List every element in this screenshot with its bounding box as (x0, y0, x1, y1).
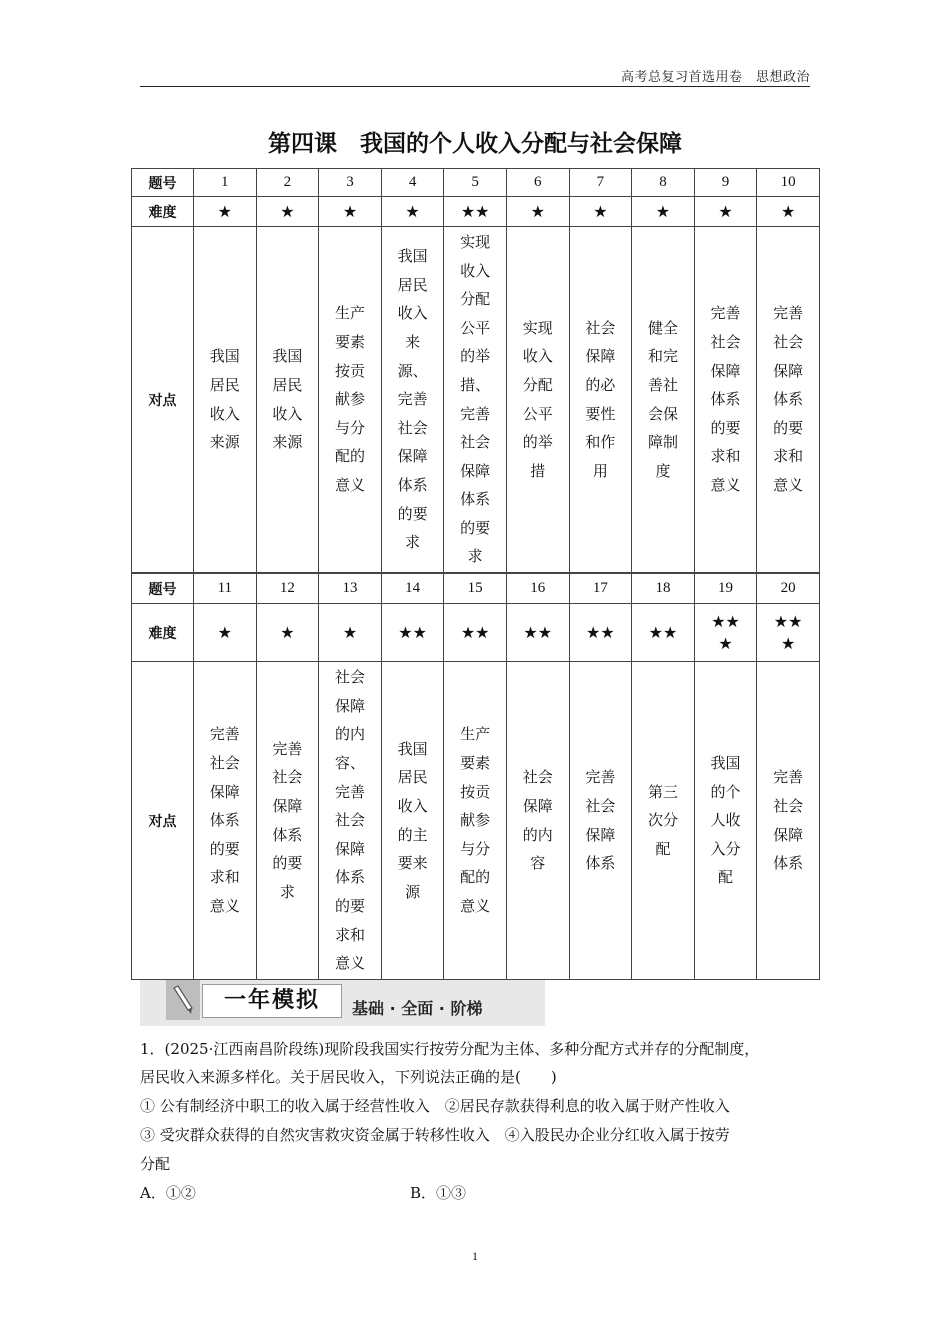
row-label-difficulty: 难度 (132, 197, 194, 227)
topic-cell (757, 662, 820, 980)
section-subtitle: 基础 · 全面 · 阶梯 (352, 999, 483, 1018)
topic-text: 社会保障的内容、完善社会保障体系的要求和意义 (334, 668, 365, 973)
question-statements-line-2: ③ 受灾群众获得的自然灾害救灾资金属于转移性收入 ④入股民办企业分红收入属于按劳 (140, 1126, 730, 1144)
topic-cell (694, 662, 757, 980)
topic-text: 完善社会保障体系的要求 (272, 739, 303, 901)
difficulty-stars (381, 604, 444, 662)
question-statements-line-1: ① 公有制经济中职工的收入属于经营性收入 ②居民存款获得利息的收入属于财产性收入 (140, 1097, 730, 1115)
topic-cell (632, 662, 695, 980)
option-a: A．①② (140, 1184, 196, 1202)
difficulty-table-1 (131, 168, 820, 573)
question-number-cell: 6 (506, 169, 569, 197)
difficulty-stars (256, 604, 319, 662)
question-number-cell: 2 (256, 169, 319, 197)
question-number-cell: 11 (194, 574, 257, 604)
question-statements-line-3: 分配 (140, 1155, 171, 1173)
difficulty-stars (256, 197, 319, 227)
question-number-cell: 8 (632, 169, 695, 197)
question-number-cell: 14 (381, 574, 444, 604)
topic-cell (319, 227, 382, 573)
difficulty-stars (319, 197, 382, 227)
topic-cell (632, 227, 695, 573)
topic-text: 健全和完善社会保障制度 (647, 318, 678, 480)
topic-cell (381, 662, 444, 980)
difficulty-stars-text: ★★★ (773, 611, 803, 653)
difficulty-stars-text: ★ (405, 201, 420, 221)
difficulty-stars-text: ★ (217, 622, 232, 642)
question-number-cell: 9 (694, 169, 757, 197)
topic-text: 社会保障的内容 (522, 768, 553, 873)
option-b: B．①③ (410, 1184, 467, 1202)
row-label-difficulty: 难度 (132, 604, 194, 662)
difficulty-stars (757, 604, 820, 662)
topic-text: 完善社会保障体系 (773, 768, 804, 873)
topic-cell (444, 227, 507, 573)
question-stem-line-1 (140, 1039, 759, 1059)
difficulty-stars-text: ★★★ (711, 611, 740, 653)
topic-text: 完善社会保障体系 (585, 768, 616, 873)
difficulty-stars-text: ★ (655, 201, 671, 221)
topic-cell (319, 662, 382, 980)
topic-cell (757, 227, 820, 573)
topic-cell (569, 227, 632, 573)
topic-text: 第三次分配 (647, 782, 678, 858)
difficulty-stars-text: ★ (280, 201, 295, 221)
difficulty-stars (694, 604, 757, 662)
topic-text: 完善社会保障体系的要求和意义 (209, 725, 240, 915)
table-row-numbers (132, 574, 820, 604)
question-number: 1． (140, 1040, 165, 1058)
difficulty-stars (444, 197, 507, 227)
topic-cell (256, 227, 319, 573)
page-number: 1 (472, 1249, 478, 1263)
question-number-cell: 5 (444, 169, 507, 197)
difficulty-stars-text: ★ (593, 201, 608, 221)
question-number-cell: 1 (194, 169, 257, 197)
question-number-cell: 19 (694, 574, 757, 604)
difficulty-stars-text: ★★ (523, 622, 553, 642)
table-row-difficulty (132, 604, 820, 662)
row-label-number: 题号 (132, 169, 194, 197)
question-stem-line-2: 居民收入来源多样化。关于居民收入，下列说法正确的是( ) (140, 1068, 557, 1086)
question-number-cell: 15 (444, 574, 507, 604)
topic-text: 实现收入分配公平的举措 (522, 318, 553, 480)
topic-cell (444, 662, 507, 980)
difficulty-stars (444, 604, 507, 662)
question-number-cell: 16 (506, 574, 569, 604)
difficulty-stars-text: ★ (217, 201, 232, 221)
difficulty-stars (319, 604, 382, 662)
question-number-cell: 13 (319, 574, 382, 604)
topic-text: 完善社会保障体系的要求和意义 (710, 304, 741, 494)
topic-text: 生产要素按贡献参与分配的意义 (460, 725, 491, 915)
difficulty-stars (506, 604, 569, 662)
question-source: (2025·江西南昌阶段练) (164, 1040, 325, 1058)
question-number-cell: 12 (256, 574, 319, 604)
question-number-cell: 3 (319, 169, 382, 197)
difficulty-stars-text: ★ (530, 201, 545, 221)
topic-text: 我国居民收入来源 (209, 347, 240, 452)
topic-cell (381, 227, 444, 573)
question-number-cell: 7 (569, 169, 632, 197)
difficulty-stars (194, 604, 257, 662)
table-row-numbers (132, 169, 820, 197)
difficulty-stars (506, 197, 569, 227)
topic-text: 生产要素按贡献参与分配的意义 (334, 304, 365, 494)
difficulty-stars-text: ★★ (460, 622, 490, 642)
difficulty-stars (632, 197, 695, 227)
topic-text: 我国的个人收入分配 (710, 754, 741, 887)
difficulty-stars-text: ★ (342, 622, 358, 642)
header-book-title: 高考总复习首选用卷 思想政治 (620, 70, 810, 85)
topic-cell (569, 662, 632, 980)
topic-cell (506, 227, 569, 573)
difficulty-stars-text: ★★ (648, 622, 678, 642)
section-banner (140, 980, 545, 1026)
question-number-cell: 20 (757, 574, 820, 604)
difficulty-stars (569, 197, 632, 227)
table-row-difficulty (132, 197, 820, 227)
difficulty-stars (757, 197, 820, 227)
difficulty-table-2 (131, 573, 820, 980)
topic-text: 社会保障的必要性和作用 (585, 318, 616, 480)
table-row-topics (132, 662, 820, 980)
difficulty-stars (194, 197, 257, 227)
topic-text: 我国居民收入来源、完善社会保障体系的要求 (397, 247, 428, 552)
topic-text: 实现收入分配公平的举措、完善社会保障体系的要求 (460, 232, 491, 566)
question-number-cell: 10 (757, 169, 820, 197)
difficulty-stars (632, 604, 695, 662)
topic-cell (256, 662, 319, 980)
difficulty-stars-text: ★★ (586, 622, 615, 642)
question-number-cell: 4 (381, 169, 444, 197)
topic-text: 完善社会保障体系的要求和意义 (773, 304, 804, 494)
header-rule (140, 86, 810, 87)
table-row-topics (132, 227, 820, 573)
topic-cell (194, 227, 257, 573)
pencil-icon (166, 980, 200, 1020)
row-label-topic: 对点 (132, 662, 194, 980)
question-number-cell: 18 (632, 574, 695, 604)
difficulty-stars-text: ★ (780, 201, 796, 221)
difficulty-stars-text: ★ (280, 622, 295, 642)
difficulty-stars-text: ★★ (460, 201, 490, 221)
row-label-number: 题号 (132, 574, 194, 604)
difficulty-stars (569, 604, 632, 662)
topic-text: 我国居民收入来源 (272, 347, 303, 452)
topic-cell (694, 227, 757, 573)
topic-cell (194, 662, 257, 980)
section-label: 一年模拟 (202, 984, 342, 1018)
question-stem: 现阶段我国实行按劳分配为主体、多种分配方式并存的分配制度， (324, 1040, 760, 1058)
row-label-topic: 对点 (132, 227, 194, 573)
difficulty-stars-text: ★ (718, 201, 733, 221)
difficulty-stars (694, 197, 757, 227)
page-title: 第四课 我国的个人收入分配与社会保障 (268, 131, 682, 157)
topic-text: 我国居民收入的主要来源 (397, 739, 428, 901)
difficulty-stars-text: ★★ (398, 622, 427, 642)
topic-cell (506, 662, 569, 980)
question-number-cell: 17 (569, 574, 632, 604)
difficulty-stars-text: ★ (342, 201, 358, 221)
difficulty-stars (381, 197, 444, 227)
